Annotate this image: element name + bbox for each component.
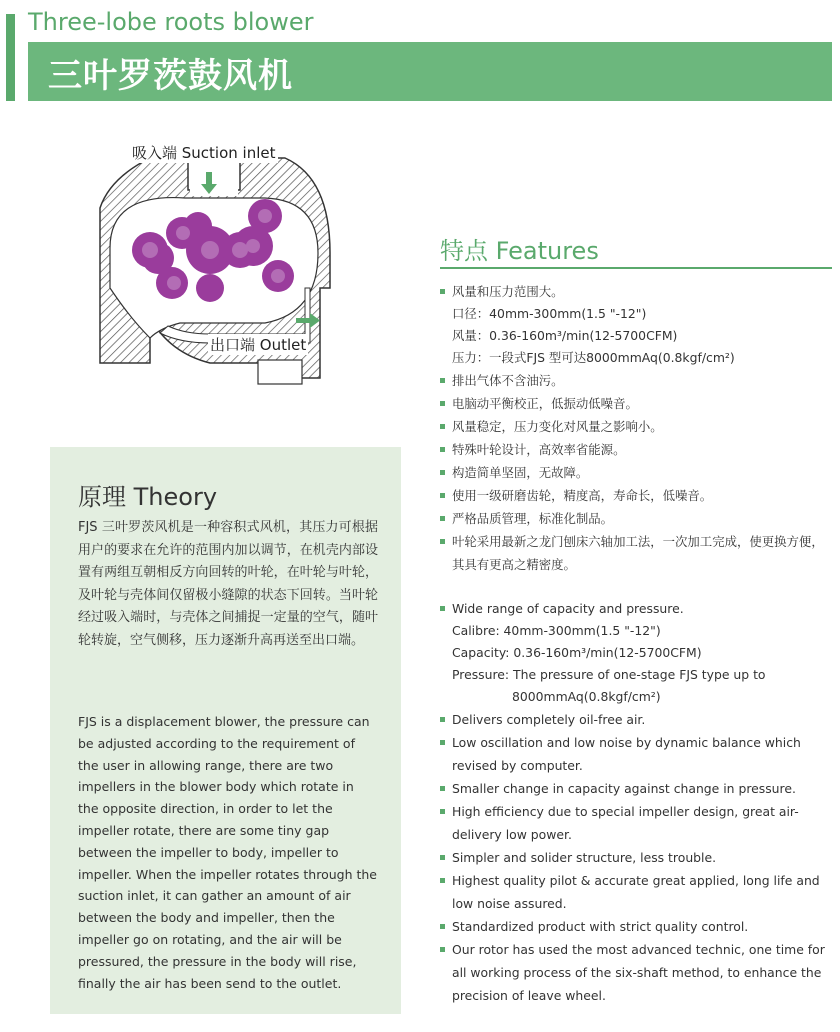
page-title-cn: 三叶罗茨鼓风机 [48,56,293,96]
list-item: 构造简单坚固，无故障。 [440,461,832,484]
list-item: 严格品质管理，标准化制品。 [440,507,832,530]
spec-capacity-cn: 风量：0.36-160m³/min(12-5700CFM) [452,328,678,343]
outlet-flange [258,360,302,384]
suction-inlet-label: 吸入端 Suction inlet [132,144,276,162]
outlet-label: 出口端 Outlet [210,336,307,354]
list-item: Highest quality pilot & accurate great applied, long life and low noise assured. [440,869,832,915]
list-item: 排出气体不含油污。 [440,369,832,392]
theory-title: 原理 Theory [78,483,218,511]
list-item: Smaller change in capacity against change in pressure. [440,777,832,800]
blower-diagram [90,138,410,400]
list-item: Standardized product with strict quality control. [440,915,832,938]
theory-panel [50,447,401,1014]
list-item: High efficiency due to special impeller design, great air-delivery low power. [440,800,832,846]
theory-text-cn: FJS 三叶罗茨风机是一种容积式风机，其压力可根据用户的要求在允许的范围内加以调节，在机壳内部设置有两组互朝相反方向回转的叶轮，在叶轮与叶轮，及叶轮与壳体间仅留极小缝隙的状态下回转。当叶轮经过吸入端时，与壳体之间捕捉一定量的空气，随叶轮转旋，空气侧移，压力逐渐升高再送至出口端。 [78,520,378,648]
list-item: 电脑动平衡校正，低振动低噪音。 [440,392,832,415]
list-item: Delivers completely oil-free air. [440,708,832,731]
inlet-opening [190,160,238,196]
page-title-en: Three-lobe roots blower [28,8,314,36]
features-title: 特点 Features [440,237,599,265]
list-item: 风量和压力范围大。 口径：40mm-300mm(1.5 "-12") 风量：0.36-160m³/min(12-5700CFM) 压力：一段式FJS 型可达8000mmAq(0.8kgf/cm²) [440,280,832,369]
spec-calibre-en: Calibre: 40mm-300mm(1.5 "-12") [452,623,661,638]
spec-capacity-en: Capacity: 0.36-160m³/min(12-5700CFM) [452,645,702,660]
list-item: Simpler and solider structure, less trouble. [440,846,832,869]
theory-text-en: FJS is a displacement blower, the pressure can be adjusted according to the requirement of the user in allowing range, there are two impellers in the blower body which rotate in the opposite direction, in order to let the impeller rotate, there are some tiny gap between the impeller to body, impeller to impeller. When the impeller rotates through the suction inlet, it can gather an amount of air between the body and impeller, then the impeller go on rotating, and the air will be pressured, the pressure in the body will rise, finally the air has been send to the outlet. [78,714,377,991]
features-list-cn [440,280,832,576]
header-accent-bar [6,14,15,101]
spec-pressure-value-en: 8000mmAq(0.8kgf/cm²) [512,689,661,704]
blower-cross-section [90,138,410,400]
spec-pressure-en: Pressure: The pressure of one-stage FJS type up to [452,667,766,682]
list-item: Low oscillation and low noise by dynamic balance which revised by computer. [440,731,832,777]
list-item: Our rotor has used the most advanced technic, one time for all working process of the six-shaft method, to enhance the precision of leave wheel. [440,938,832,1007]
spec-calibre-cn: 口径：40mm-300mm(1.5 "-12") [452,306,647,321]
title-band [28,42,832,101]
list-item: 风量稳定，压力变化对风量之影响小。 [440,415,832,438]
list-item: Wide range of capacity and pressure. Calibre: 40mm-300mm(1.5 "-12") Capacity: 0.36-160m³/min(12-5700CFM) Pressure: The pressure of one-stage FJS type up to 8000mmAq(0.8kgf/cm²) [440,597,832,708]
list-item: 特殊叶轮设计，高效率省能源。 [440,438,832,461]
features-divider [440,267,832,269]
spec-pressure-cn: 压力：一段式FJS 型可达8000mmAq(0.8kgf/cm²) [452,350,735,365]
features-list-en [440,597,832,1007]
list-item: 叶轮采用最新之龙门刨床六轴加工法，一次加工完成，使更换方便，其具有更高之精密度。 [440,530,832,576]
list-item: 使用一级研磨齿轮，精度高，寿命长，低噪音。 [440,484,832,507]
